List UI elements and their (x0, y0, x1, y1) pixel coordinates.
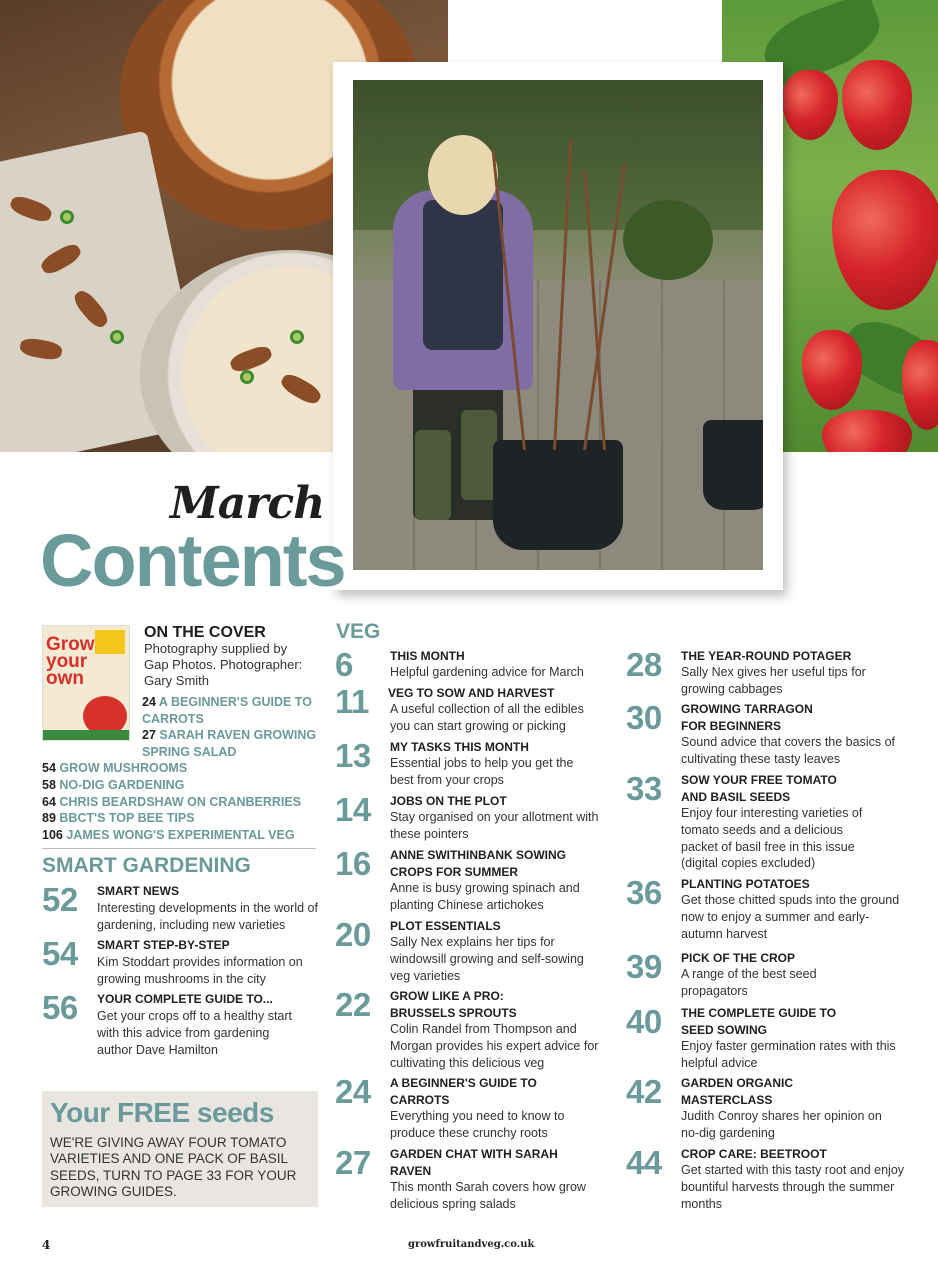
entry-description: This month Sarah covers how grow delicious spring salads (390, 1180, 586, 1211)
entry-page-number: 30 (626, 699, 662, 736)
strawberry (902, 340, 938, 430)
entry-title: GROWING TARRAGON FOR BEGINNERS (681, 702, 813, 733)
entry-title: GARDEN ORGANIC MASTERCLASS (681, 1076, 794, 1107)
chili-slice (110, 330, 124, 344)
entry-page-number: 54 (42, 935, 78, 972)
entry-title: PLANTING POTATOES (681, 877, 810, 891)
entry-title: SOW YOUR FREE TOMATO AND BASIL SEEDS (681, 773, 837, 804)
entry-description: Anne is busy growing spinach and planting Chinese artichokes (390, 881, 580, 912)
shrub (623, 200, 713, 280)
entry-description: Get those chitted spuds into the ground now to enjoy a summer and early-autumn harvest (681, 893, 900, 941)
entry-description: A useful collection of all the edibles you can start growing or picking (390, 702, 584, 733)
entry-title: SMART NEWS (97, 884, 179, 898)
entry-title: PLOT ESSENTIALS (390, 919, 501, 933)
entry-description: Helpful gardening advice for March (390, 665, 584, 679)
on-the-cover-heading: ON THE COVER (144, 624, 266, 641)
free-seeds-title: Your FREE seeds (50, 1097, 274, 1128)
entry-page-number: 13 (335, 737, 371, 774)
entry-description: Interesting developments in the world of gardening, including new varieties (97, 901, 318, 932)
entry-title: THE YEAR-ROUND POTAGER (681, 649, 852, 663)
entry-page-number: 11 (335, 683, 369, 720)
entry-title: CROP CARE: BEETROOT (681, 1147, 827, 1161)
free-seeds-body: WE'RE GIVING AWAY FOUR TOMATO VARIETIES AND ONE PACK OF BASIL SEEDS, TURN TO PAGE 33 FOR YOUR GROWING GUIDES. (50, 1135, 297, 1199)
month-label: March (170, 478, 325, 529)
entry-title: THE COMPLETE GUIDE TO SEED SOWING (681, 1006, 837, 1037)
cover-line[interactable]: 24 A BEGINNER'S GUIDE TO CARROTS (142, 695, 312, 726)
entry-title: PICK OF THE CROP (681, 951, 796, 965)
entry-title: SMART STEP-BY-STEP (97, 938, 230, 952)
entry-description: Everything you need to know to produce these crunchy roots (390, 1109, 565, 1140)
entry-page-number: 14 (335, 791, 371, 828)
entry-page-number: 52 (42, 881, 78, 918)
boot (461, 410, 497, 500)
strawberry (842, 60, 912, 150)
entry-description: Colin Randel from Thompson and Morgan provides his expert advice for cultivating this delicious veg (390, 1022, 599, 1070)
cover-line[interactable]: 64 CHRIS BEARDSHAW ON CRANBERRIES (42, 794, 302, 809)
chili-slice (290, 330, 304, 344)
entry-title: ANNE SWITHINBANK SOWING CROPS FOR SUMMER (390, 848, 566, 879)
entry-description: Sally Nex explains her tips for windowsill growing and self-sowing veg varieties (390, 935, 584, 983)
cover-line[interactable]: 58 NO-DIG GARDENING (42, 777, 185, 792)
page-number: 4 (42, 1238, 51, 1252)
cover-lines-list (42, 694, 332, 843)
entry-title: MY TASKS THIS MONTH (390, 740, 529, 754)
entry-page-number: 24 (335, 1073, 371, 1110)
entry-title: GARDEN CHAT WITH SARAH RAVEN (390, 1147, 558, 1178)
entry-description: Essential jobs to help you get the best from your crops (390, 756, 574, 787)
entry-description: Judith Conroy shares her opinion on no-dig gardening (681, 1109, 882, 1140)
entry-page-number: 42 (626, 1073, 662, 1110)
entry-page-number: 6 (335, 646, 353, 683)
section-heading-veg: VEG (336, 620, 381, 643)
entry-description: Sound advice that covers the basics of cultivating these tasty leaves (681, 735, 896, 766)
section-heading-smart-gardening: SMART GARDENING (42, 854, 251, 877)
entry-description: Get started with this tasty root and enjoy bountiful harvests through the summer months (681, 1163, 905, 1211)
entry-description: Sally Nex gives her useful tips for growing cabbages (681, 665, 866, 696)
entry-page-number: 56 (42, 989, 78, 1026)
cover-line[interactable]: 106 JAMES WONG'S EXPERIMENTAL VEG (42, 827, 295, 842)
entry-title: A BEGINNER'S GUIDE TO CARROTS (390, 1076, 537, 1107)
gardener-head (428, 135, 498, 215)
boot (415, 430, 451, 520)
chili-slice (60, 210, 74, 224)
entry-description: Kim Stoddart provides information on growing mushrooms in the city (97, 955, 303, 986)
entry-title: YOUR COMPLETE GUIDE TO... (97, 992, 273, 1006)
chili-slice (240, 370, 254, 384)
garden-photo (353, 80, 763, 570)
entry-description: A range of the best seed propagators (681, 967, 817, 998)
strawberry (832, 170, 938, 310)
strawberry (802, 330, 862, 410)
cover-logo: Grow your own (46, 634, 95, 689)
entry-page-number: 27 (335, 1144, 371, 1181)
entry-page-number: 33 (626, 770, 662, 807)
planter-pot-small (703, 420, 763, 510)
entry-title: JOBS ON THE PLOT (390, 794, 507, 808)
page-title: Contents (40, 519, 345, 602)
cover-photo-credit: Photography supplied by Gap Photos. Photographer: Gary Smith (144, 641, 303, 688)
gardener-vest (423, 200, 503, 350)
entry-page-number: 40 (626, 1003, 662, 1040)
free-seeds-box[interactable] (42, 1091, 318, 1207)
entry-page-number: 39 (626, 948, 662, 985)
garden-photo-frame (333, 62, 783, 590)
strawberry (822, 410, 912, 452)
planter-pot (493, 440, 623, 550)
entry-page-number: 36 (626, 874, 662, 911)
entry-page-number: 20 (335, 916, 371, 953)
entry-title: VEG TO SOW AND HARVEST (388, 686, 555, 700)
entry-description: Stay organised on your allotment with these pointers (390, 810, 599, 841)
section-divider (42, 848, 316, 849)
entry-title: THIS MONTH (390, 649, 465, 663)
cover-line[interactable]: 54 GROW MUSHROOMS (42, 761, 188, 776)
cover-line[interactable]: 27 SARAH RAVEN GROWING SPRING SALAD (142, 728, 317, 759)
entry-description: Enjoy four interesting varieties of tomato seeds and a delicious packet of basil free in this issue (digital copies excluded) (681, 806, 863, 871)
strawberry (782, 70, 838, 140)
entry-description: Get your crops off to a healthy start with this advice from gardening author Dave Hamilton (97, 1009, 293, 1057)
entry-page-number: 44 (626, 1144, 662, 1181)
entry-page-number: 22 (335, 986, 371, 1023)
website-url[interactable]: growfruitandveg.co.uk (408, 1239, 535, 1250)
entry-page-number: 28 (626, 646, 662, 683)
entry-title: GROW LIKE A PRO: BRUSSELS SPROUTS (390, 989, 517, 1020)
entry-page-number: 16 (335, 845, 371, 882)
entry-description: Enjoy faster germination rates with this helpful advice (681, 1039, 896, 1070)
cover-line[interactable]: 89 BBCT'S TOP BEE TIPS (42, 811, 195, 826)
